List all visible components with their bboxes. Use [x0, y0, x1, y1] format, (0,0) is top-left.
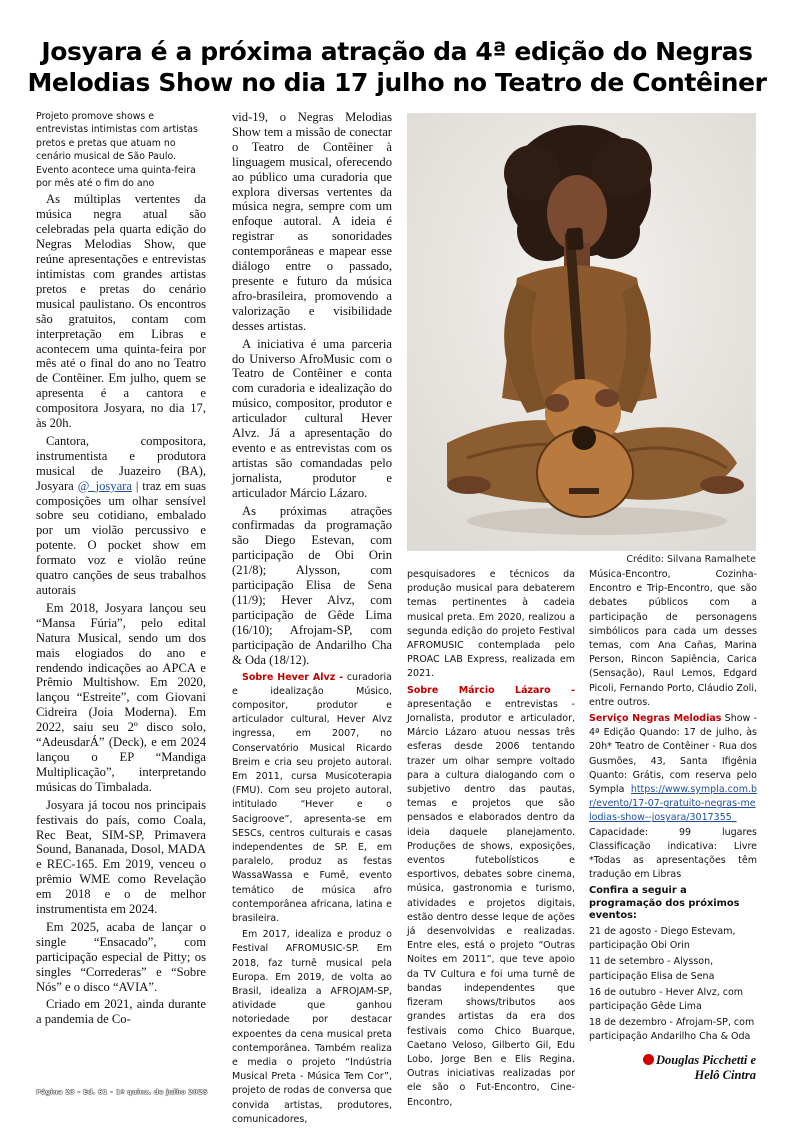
author-signature: Douglas Picchetti e Helô Cintra	[600, 1053, 756, 1083]
article-column-2	[232, 110, 392, 1129]
body-paragraph: As próximas atrações confirmadas da programação são Diego Estevan, com participação de Obi Orin (21/8); Alysson, com participação Elisa de Sena (11/9); Hever Alvz, com participação de Gêde Lima (16/10); Afrojam-SP, com participação de Andarilho Cha & Oda (18/12).	[232, 503, 392, 667]
marcio-subheading: Sobre Márcio Lázaro -	[407, 684, 575, 696]
schedule-item: 21 de agosto - Diego Estevam, participação Obi Orin	[589, 925, 736, 952]
article-column-4	[589, 568, 757, 1047]
marcio-bio-end: Música-Encontro, Cozinha-Encontro e Trip-Encontro, que são debates públicos com a participação de personagens simbólicos para cada um desses temas, com Ana Cañas, Marina Person, Rincon Sapiência, Carica (Sensação), Raul Lemos, Edgard Picoli, Fernando Porto, Cláudio Zoli, entre outros.	[589, 569, 757, 708]
sympla-link[interactable]: https://www.sympla.com.br/evento/17-07-gratuito-negras-melodias-show--josyara/3017355_	[589, 784, 757, 824]
body-paragraph: Em 2025, acaba de lançar o single “Ensacado”, com participação especial de Pitty; os singles “Correderas” e “Sobre Nós” e o disco “AVIA”.	[36, 919, 206, 994]
headline: Josyara é a próxima atração da 4ª edição do Negras Melodias Show no dia 17 julho no Teatro de Contêiner	[27, 37, 767, 97]
body-paragraph: Em 2018, Josyara lançou seu “Mansa Fúria”, pelo edital Natura Musical, sendo um dos mais elogiados do ano e rendendo indicações ao APCA e Prêmio Multishow. Em 2020, lançou “Estreite”, com Giovani Cidreira (Joia Moderna). Em 2022, saiu seu 2º disco solo, “AdeusdarÁ” (Deck), e em 2024 lançou o EP “Mandiga Multiplicação”, interpretando músicas do Timbalada.	[36, 600, 206, 794]
body-paragraph: Criado em 2021, ainda durante a pandemia de Co-	[36, 997, 206, 1027]
article-column-3	[407, 568, 575, 1112]
artist-photo	[407, 113, 756, 551]
schedule-heading: Confira a seguir a programação dos próximos eventos:	[589, 885, 740, 922]
service-subheading: Serviço Negras Melodias	[589, 713, 722, 725]
hever-bio-continued: Em 2017, idealiza e produz o Festival AFROMUSIC-SP. Em 2018, faz turnê musical pela Europa. Em 2019, de volta ao Brasil, idealiza a AFROJAM-SP, atividade que ganhou notoriedade por destacar expoentes da cena musical preta contemporânea. Também realiza e media o projeto “Indústria Musical Preta - Música Tem Cor”, projeto de rodas de conversa que convida artistas, produtores, comunicadores,	[232, 929, 392, 1125]
artist-photo-illustration	[407, 113, 756, 551]
marcio-bio: Sobre Márcio Lázaro - apresentação e entrevistas - Jornalista, produtor e articulador, Márcio Lázaro atuou nessas três esferas desde 2006 tentando trazer um olhar sempre voltado para a cultura dialogando com o subjetivo dentro das pautas, temas e projetos que são pensados e elaborados dentro da ideia daquele planejamento. Produções de shows, exposições, eventos futebolísticos e esportivos, debates sobre cinema, música, gastronomia e turismo, atividades e projetos digitais, estão dentro desse leque de ações já desenvolvidas e realizadas. Entre eles, está o projeto “Outras Noites em 2011”, que teve apoio da TV Cultura e foi uma turnê de bandas independentes que fizeram shows/tributos aos grandes artistas da era dos festivais como Chico Buarque, Caetano Veloso, Gilberto Gil, Edu Lobo, Jorge Ben e Elis Regina. Outras iniciativas realizadas por ele são o Fut-Encontro, Cine-Encontro,	[407, 684, 575, 1108]
page-footer: Página 23 - Ed. 61 - 1ª quinz. de julho 2025	[36, 1088, 208, 1096]
photo-credit: Crédito: Silvana Ramalhete	[626, 554, 756, 565]
body-paragraph: A iniciativa é uma parceria do Universo AfroMusic com o Teatro de Contêiner e conta com curadoria e idealização do músico, compositor, produtor e articulador cultural Hever Alvz. Já a apresentação do evento e as entrevistas com os artistas são comandadas pelo jornalista, produtor e articulador Márcio Lázaro.	[232, 336, 392, 500]
body-paragraph: Cantora, compositora, instrumentista e produtora musical de Juazeiro (BA), Josyara @_josyara | traz em suas composições um olhar sensível sobre seu cotidiano, embalado por um violão percussivo e potente. O pocket show em formato voz e violão reúne quatro canções de seus trabalhos autorais	[36, 433, 207, 597]
red-bullet-icon	[643, 1054, 654, 1065]
article-column-1	[36, 110, 206, 1030]
hever-bio: Sobre Hever Alvz - curadoria e idealização Músico, compositor, produtor e articulador cultural, Hever Alvz ingressa, em 2007, no Conservatório Musical Ricardo Breim e cria seu projeto autoral. Em 2011, cursa Musicoterapia (FMU). Com seu projeto autoral, intitulado “Hever e o Sacigroove”, apresenta-se em SESCs, centros culturais e casas independentes de SP. E, em paralelo, produz as festas WassaWassa e Fumê, evento temático de música afro contemporânea africana, latina e brasileira.	[232, 671, 393, 924]
service-info: Serviço Negras Melodias Show - 4ª Edição Quando: 17 de julho, às 20h* Teatro de Contêiner - Rua dos Gusmões, 43, Santa Ifigênia Quanto: Grátis, com reserva pelo Sympla https://www.sympla.com.br/evento/17-07-gratuito-negras-melodias-show--josyara/3017355_ Capacidade: 99 lugares Classificação indicativa: Livre *Todas as apresentações têm tradução em Libras	[589, 713, 757, 881]
schedule-item: 16 de outubro - Hever Alvz, com participação Gêde Lima	[589, 986, 744, 1012]
schedule-item: 11 de setembro - Alysson, participação Elisa de Sena	[589, 956, 715, 982]
hever-bio-end: pesquisadores e técnicos da produção musical para debaterem temas pertinentes à cadeia musical preta. Em 2020, realizou a segunda edição do projeto Festival AFROMUSIC contemplada pelo PROAC LAB Express, realizada em 2021.	[407, 569, 575, 680]
hever-subheading: Sobre Hever Alvz -	[242, 671, 344, 683]
schedule-item: 18 de dezembro - Afrojam-SP, com participação Andarilho Cha & Oda	[589, 1017, 755, 1043]
body-paragraph: Josyara já tocou nos principais festivais do país, como Coala, Rec Beat, SIM-SP, Primavera Sound, Bananada, Dosol, MADA e REC-165. Em 2019, venceu o prêmio WME como Revelação em 2018 e o de melhor instrumentista em 2024.	[36, 797, 206, 917]
body-paragraph: As múltiplas vertentes da música negra atual são celebradas pela quarta edição do Negras Melodias Show, que reúne apresentações e entrevistas intimistas com grandes artistas pretos e pretas do cenário musical paulistano. Os encontros são gratuitos, contam com interpretação em Libras e acontecem uma quinta-feira por mês até o final do ano no Teatro de Contêiner. Em julho, quem se apresenta é a cantora e compositora Josyara, no dia 17, às 20h.	[36, 192, 206, 431]
instagram-link[interactable]: @_josyara	[77, 478, 132, 493]
body-paragraph: vid-19, o Negras Melodias Show tem a missão de conectar o Teatro de Contêiner à linguagem musical, oferecendo ao público uma curadoria que explora diversas vertentes da música negra, sempre com um enfoque autoral. A ideia é registrar as sonoridades contemporâneas e mapear esse diálogo entre o passado, presente e futuro da música afro-brasileira, promovendo a valorização e visibilidade desses artistas.	[232, 110, 392, 333]
lead-paragraph: Projeto promove shows e entrevistas intimistas com artistas pretos e pretas que atuam no cenário musical de São Paulo. Evento acontece uma quinta-feira por mês até o fim do ano	[36, 111, 198, 190]
